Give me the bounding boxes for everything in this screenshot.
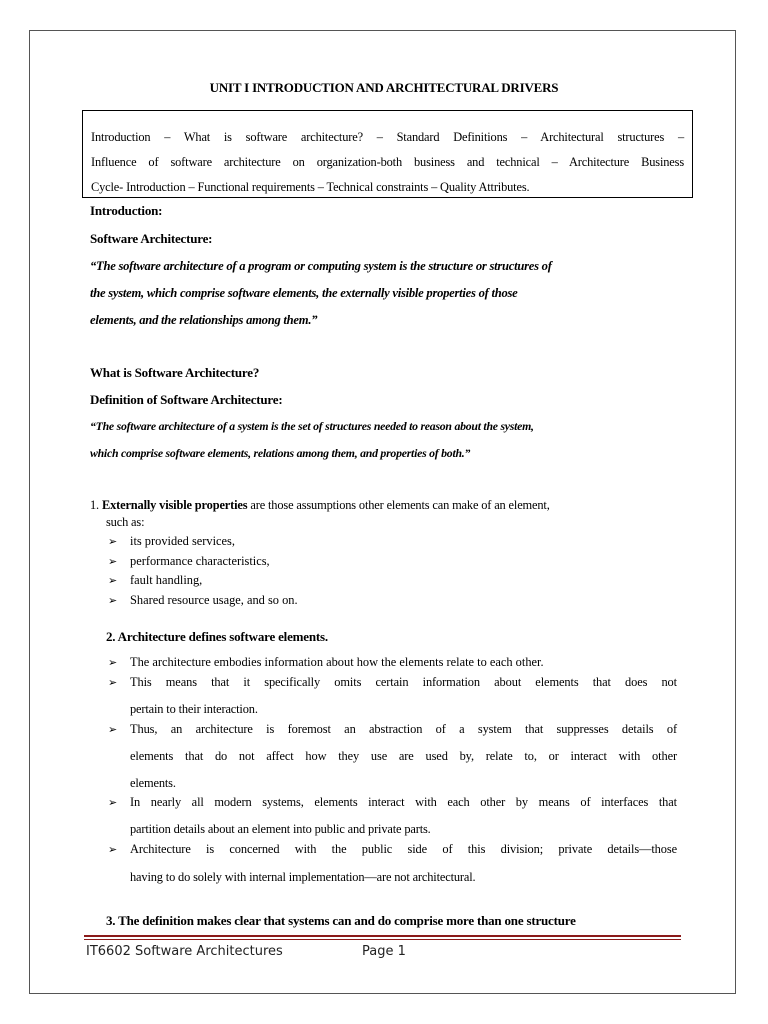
arrow-bullet-icon-wrap [108, 722, 130, 737]
list-item-line: partition details about an element into public and private parts. [130, 822, 431, 836]
point-1-text: are those assumptions other elements can make of an element, [247, 498, 550, 512]
point-1-continuation: such as: [106, 515, 145, 529]
list-item: ➢ The architecture embodies information about how the elements relate to each other. [108, 655, 544, 669]
list-item: ➢ performance characteristics, [108, 554, 270, 568]
list-item-line: In nearly all modern systems, elements interact with each other by means of interfaces that [130, 795, 677, 809]
list-item-line: This means that it specifically omits certain information about elements that does not [130, 675, 677, 689]
arrow-bullet-icon: ➢ [108, 723, 118, 736]
quote-line: the system, which comprise software elements, the externally visible properties of those [90, 286, 518, 300]
definition-heading: Definition of Software Architecture: [90, 392, 283, 407]
point-number: 1. [90, 498, 99, 512]
point-1-bold: Externally visible properties [101, 498, 248, 512]
arrow-bullet-icon: ➢ [108, 555, 118, 568]
arrow-bullet-icon: ➢ [108, 796, 118, 809]
what-is-heading: What is Software Architecture? [90, 365, 260, 380]
list-item-line: elements that do not affect how they use are used by, relate to, or interact with other [130, 749, 677, 763]
document-title: UNIT I INTRODUCTION AND ARCHITECTURAL DRIVERS [209, 80, 559, 95]
footer-page-number: Page 1 [362, 944, 406, 959]
arrow-bullet-icon-wrap [108, 795, 130, 810]
list-item: ➢ its provided services, [108, 534, 235, 548]
list-item-line: Thus, an architecture is foremost an abstraction of a system that suppresses details of [130, 722, 677, 736]
arrow-bullet-icon-wrap [108, 842, 130, 857]
unit-summary-box [82, 110, 693, 198]
arrow-bullet-icon: ➢ [108, 535, 118, 548]
list-item: ➢ Shared resource usage, and so on. [108, 593, 298, 607]
definition-quote-line: “The software architecture of a system is the set of structures needed to reason about the system, [90, 419, 534, 433]
point-3-heading: 3. The definition makes clear that systems can and do comprise more than one structure [106, 913, 576, 928]
summary-line: Cycle- Introduction – Functional requirements – Technical constraints – Quality Attributes. [91, 180, 530, 194]
footer-course-title: IT6602 Software Architectures [86, 944, 283, 959]
definition-quote-line: which comprise software elements, relations among them, and properties of both.” [90, 446, 471, 460]
quote-line: elements, and the relationships among them.” [90, 313, 318, 327]
arrow-bullet-icon: ➢ [108, 843, 118, 856]
point-2-heading: 2. Architecture defines software elements. [106, 629, 328, 644]
list-item-line: elements. [130, 776, 176, 790]
arrow-bullet-icon: ➢ [108, 594, 118, 607]
list-item-line: having to do solely with internal implementation—are not architectural. [130, 870, 476, 884]
list-item-line: pertain to their interaction. [130, 702, 258, 716]
arrow-bullet-icon: ➢ [108, 676, 118, 689]
list-item-line: Architecture is concerned with the public side of this division; private details—those [130, 842, 677, 856]
point-1 [90, 498, 550, 513]
introduction-heading: Introduction: [90, 203, 163, 218]
footer-rule [84, 935, 681, 937]
summary-line: Influence of software architecture on organization-both business and technical – Architecture Business [91, 155, 684, 169]
list-item: ➢ fault handling, [108, 573, 203, 587]
arrow-bullet-icon-wrap [108, 675, 130, 690]
footer-rule-thin [84, 939, 681, 940]
arrow-bullet-icon: ➢ [108, 574, 118, 587]
summary-line: Introduction – What is software architecture? – Standard Definitions – Architectural structures – [91, 130, 684, 144]
quote-line: “The software architecture of a program or computing system is the structure or structures of [90, 259, 552, 273]
arrow-bullet-icon: ➢ [108, 656, 118, 669]
software-architecture-heading: Software Architecture: [90, 231, 213, 246]
